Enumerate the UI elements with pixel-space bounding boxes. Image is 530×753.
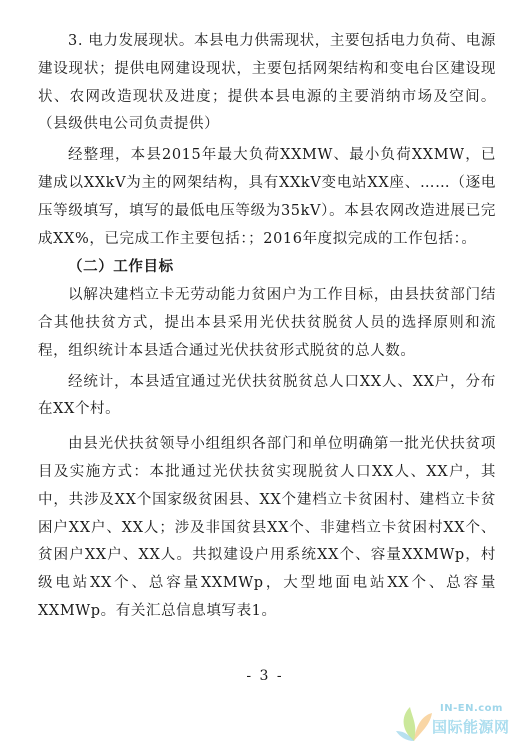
page-number: - 3 - [246, 668, 284, 684]
paragraph-goal: 以解决建档立卡无劳动能力贫困户为工作目标，由县扶贫部门结合其他扶贫方式，提出本县采用光伏扶贫脱贫人员的选择原则和流程，组织统计本县适合通过光伏扶贫形式脱贫的总人数。 [38, 287, 496, 359]
paragraph-statistics: 经统计，本县适宜通过光伏扶贫脱贫总人口XX人、XX户，分布在XX个村。 [38, 373, 496, 418]
section-heading-work-goals: （二）工作目标 [68, 259, 174, 276]
watermark-url: IN-EN.com [440, 703, 503, 714]
watermark-logo [392, 701, 522, 745]
paragraph-summary: 经整理，本县2015年最大负荷XXMW、最小负荷XXMW，已建成以XXkV为主的网架结构，具有XXkV变电站XX座、……（逐电压等级填写，填写的最低电压等级为35kV）。本县农网改造进展已完成XX%，已完成工作主要包括：；2016年度拟完成的工作包括：。 [38, 147, 496, 247]
document-body [38, 28, 496, 626]
leaf-logo-icon [392, 701, 436, 745]
paragraph-implementation: 由县光伏扶贫领导小组组织各部门和单位明确第一批光伏扶贫项目及实施方式：本批通过光伏扶贫实现脱贫人口XX人、XX户，其中，共涉及XX个国家级贫困县、XX个建档立卡贫困村、建档立卡贫困户XX户、XX人；涉及非国贫县XX个、非建档立卡贫困村XX个、贫困户XX户、XX人。共拟建设户用系统XX个、容量XXMWp，村级电站XX个、总容量XXMWp，大型地面电站XX个、总容量XXMWp。有关汇总信息填写表1。 [38, 436, 496, 619]
paragraph-power-status: 3. 电力发展现状。本县电力供需现状，主要包括电力负荷、电源建设现状；提供电网建设现状，主要包括网架结构和变电台区建设现状、农网改造现状及进度；提供本县电源的主要消纳市场及空间。（县级供电公司负责提供） [38, 33, 496, 133]
watermark-name: 国际能源网 [432, 718, 510, 736]
